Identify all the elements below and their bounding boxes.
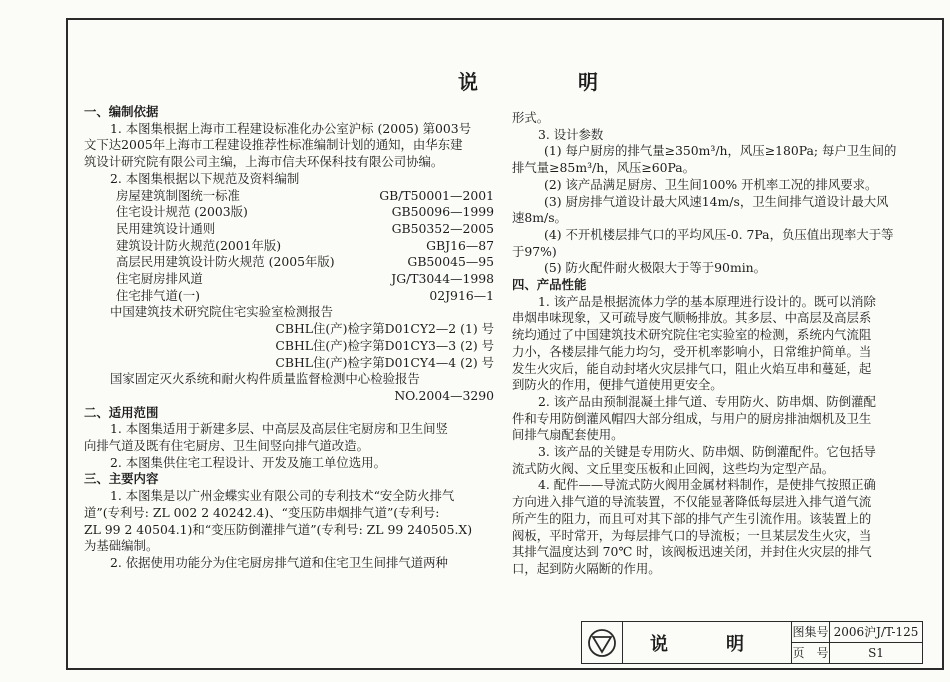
text-line: 串烟串味现象，又可疏导废气顺畅排放。其多层、中高层及高层系 bbox=[512, 310, 872, 326]
page-title: 说 明 bbox=[458, 70, 638, 94]
reference-code: GB50096—1999 bbox=[391, 204, 494, 220]
text-line bbox=[84, 288, 494, 305]
reference-title: 房屋建筑制图统一标准 bbox=[116, 187, 240, 203]
page-no-label: 页 号 bbox=[792, 643, 830, 664]
text-line: 到防火的作用，便排气道使用更安全。 bbox=[512, 377, 723, 393]
text-line: 方向进入排气道的导流装置，不仅能显著降低每层进入排气道气流 bbox=[512, 494, 872, 510]
text-line: 速8m/s。 bbox=[512, 210, 567, 226]
text-line: 1. 该产品是根据流体力学的基本原理进行设计的。既可以消除 bbox=[538, 293, 876, 309]
text-line: 件和专用防倒灌风帽四大部分组成，与用户的厨房排油烟机及卫生 bbox=[512, 410, 872, 426]
text-line: 3. 该产品的关键是专用防火、防串烟、防倒灌配件。它包括导 bbox=[538, 444, 876, 460]
reference-title: 民用建筑设计通则 bbox=[116, 220, 216, 236]
text-line: 1. 本图集适用于新建多层、中高层及高层住宅厨房和卫生间竖 bbox=[110, 421, 448, 437]
text-line: 间排气扇配套使用。 bbox=[512, 427, 624, 443]
text-line: 1. 本图集根据上海市工程建设标准化办公室沪标 (2005) 第003号 bbox=[110, 120, 472, 136]
text-line: (1) 每户厨房的排气量≥350m³/h，风压≥180Pa; 每户卫生间的 bbox=[544, 143, 897, 159]
text-line: (2) 该产品满足厨房、卫生间100% 开机率工况的排风要求。 bbox=[544, 176, 878, 192]
reference-code: JG/T3044—1998 bbox=[391, 271, 494, 287]
text-line: 4. 配件——导流式防火阀用金属材料制作，是使排气按照正确 bbox=[538, 477, 876, 493]
reference-title: 高层民用建筑设计防火规范 (2005年版) bbox=[116, 254, 335, 270]
reference-code: GB50045—95 bbox=[407, 254, 494, 270]
text-line: 1. 本图集是以广州金蝶实业有限公司的专利技术“安全防火排气 bbox=[110, 488, 455, 504]
text-line: 向排气道及既有住宅厨房、卫生间竖向排气道改造。 bbox=[84, 438, 369, 454]
reference-title: 住宅厨房排风道 bbox=[116, 271, 203, 287]
text-line bbox=[84, 238, 494, 255]
title-block-name: 说 明 bbox=[623, 622, 792, 663]
text-line: 3. 设计参数 bbox=[538, 126, 604, 142]
text-line: 阀板，平时常开，为每层排气口的导流板；一旦某层发生火灾，当 bbox=[512, 527, 872, 543]
text-line: 力小，各楼层排气能力均匀，受开机率影响小，日常维护简单。当 bbox=[512, 343, 872, 359]
text-line: 2. 本图集供住宅工程设计、开发及施工单位选用。 bbox=[110, 454, 386, 470]
right-column bbox=[512, 110, 922, 578]
text-line: 2. 本图集根据以下规范及资料编制 bbox=[110, 170, 300, 186]
text-line: (3) 厨房排气道设计最大风速14m/s，卫生间排气道设计最大风 bbox=[544, 193, 889, 209]
reference-title: 建筑设计防火规范(2001年版) bbox=[116, 237, 282, 253]
section-heading: 一、编制依据 bbox=[84, 104, 159, 119]
text-line: 流式防火阀、文丘里变压板和止回阀，这些均为定型产品。 bbox=[512, 460, 835, 476]
text-line: 所产生的阻力，而且可对其下部的排气产生引流作用。该装置上的 bbox=[512, 510, 872, 526]
text-line: 排气量≥85m³/h，风压≥60Pa。 bbox=[512, 160, 696, 176]
text-line: CBHL住(产)检字第D01CY2—2 (1) 号 bbox=[275, 321, 494, 337]
text-line: 国家固定灭火系统和耐火构件质量监督检测中心检验报告 bbox=[110, 371, 420, 387]
section-heading: 四、产品性能 bbox=[512, 277, 587, 293]
text-line: 2. 该产品由预制混凝土排气道、专用防火、防串烟、防倒灌配 bbox=[538, 393, 876, 409]
reference-code: GB50352—2005 bbox=[391, 220, 494, 236]
reference-title: 住宅设计规范 (2003版) bbox=[116, 204, 248, 220]
left-column bbox=[84, 104, 494, 572]
atlas-no-label: 图集号 bbox=[792, 622, 830, 643]
text-line bbox=[84, 188, 494, 205]
text-line: (4) 不开机楼层排气口的平均风压-0. 7Pa，负压值出现率大于等 bbox=[544, 226, 894, 242]
text-line: 形式。 bbox=[512, 110, 550, 125]
text-line bbox=[84, 221, 494, 238]
atlas-no: 2006沪J/T-125 bbox=[830, 622, 922, 643]
text-line: NO.2004—3290 bbox=[394, 387, 494, 403]
reference-code: 02J916—1 bbox=[429, 287, 494, 303]
section-heading: 二、适用范围 bbox=[84, 404, 159, 420]
text-line: 于97%) bbox=[512, 243, 557, 259]
text-line bbox=[84, 271, 494, 288]
text-line: 中国建筑技术研究院住宅实验室检测报告 bbox=[110, 304, 334, 320]
text-line: CBHL住(产)检字第D01CY4—4 (2) 号 bbox=[275, 354, 494, 370]
text-line: 统均通过了中国建筑技术研究院住宅实验室的检测，系统内气流阻 bbox=[512, 327, 872, 343]
text-line: 其排气温度达到 70℃ 时，该阀板迅速关闭，并封住火灾层的排气 bbox=[512, 544, 872, 560]
reference-code: GBJ16—87 bbox=[426, 237, 494, 253]
title-block-grid bbox=[792, 622, 922, 663]
section-heading: 三、主要内容 bbox=[84, 471, 159, 487]
text-line: 文下达2005年上海市工程建设推荐性标准编制计划的通知，由华东建 bbox=[84, 137, 463, 153]
text-line: 发生火灾后，能自动封堵火灾层排气口，阻止火焰互串和蔓延，起 bbox=[512, 360, 872, 376]
logo-icon bbox=[582, 622, 623, 663]
text-line bbox=[84, 204, 494, 221]
reference-code: GB/T50001—2001 bbox=[379, 187, 494, 203]
reference-title: 住宅排气道(一) bbox=[116, 287, 201, 303]
text-line: CBHL住(产)检字第D01CY3—3 (2) 号 bbox=[275, 337, 494, 353]
page-no: S1 bbox=[868, 645, 884, 660]
text-line bbox=[84, 254, 494, 271]
text-line: 道”(专利号: ZL 002 2 40242.4)、“变压防串烟排气道”(专利号: bbox=[84, 504, 440, 520]
text-line: 2. 依据使用功能分为住宅厨房排气道和住宅卫生间排气道两种 bbox=[110, 554, 448, 570]
title-block bbox=[581, 621, 923, 664]
text-line: ZL 99 2 40504.1)和“变压防倒灌排气道”(专利号: ZL 99 240505.X) bbox=[84, 521, 473, 537]
text-line: 为基础编制。 bbox=[84, 538, 159, 554]
text-line: 口，起到防火隔断的作用。 bbox=[512, 560, 661, 576]
text-line: (5) 防火配件耐火极限大于等于90min。 bbox=[544, 260, 767, 276]
text-line: 筑设计研究院有限公司主编，上海市信夫环保科技有限公司协编。 bbox=[84, 154, 444, 170]
